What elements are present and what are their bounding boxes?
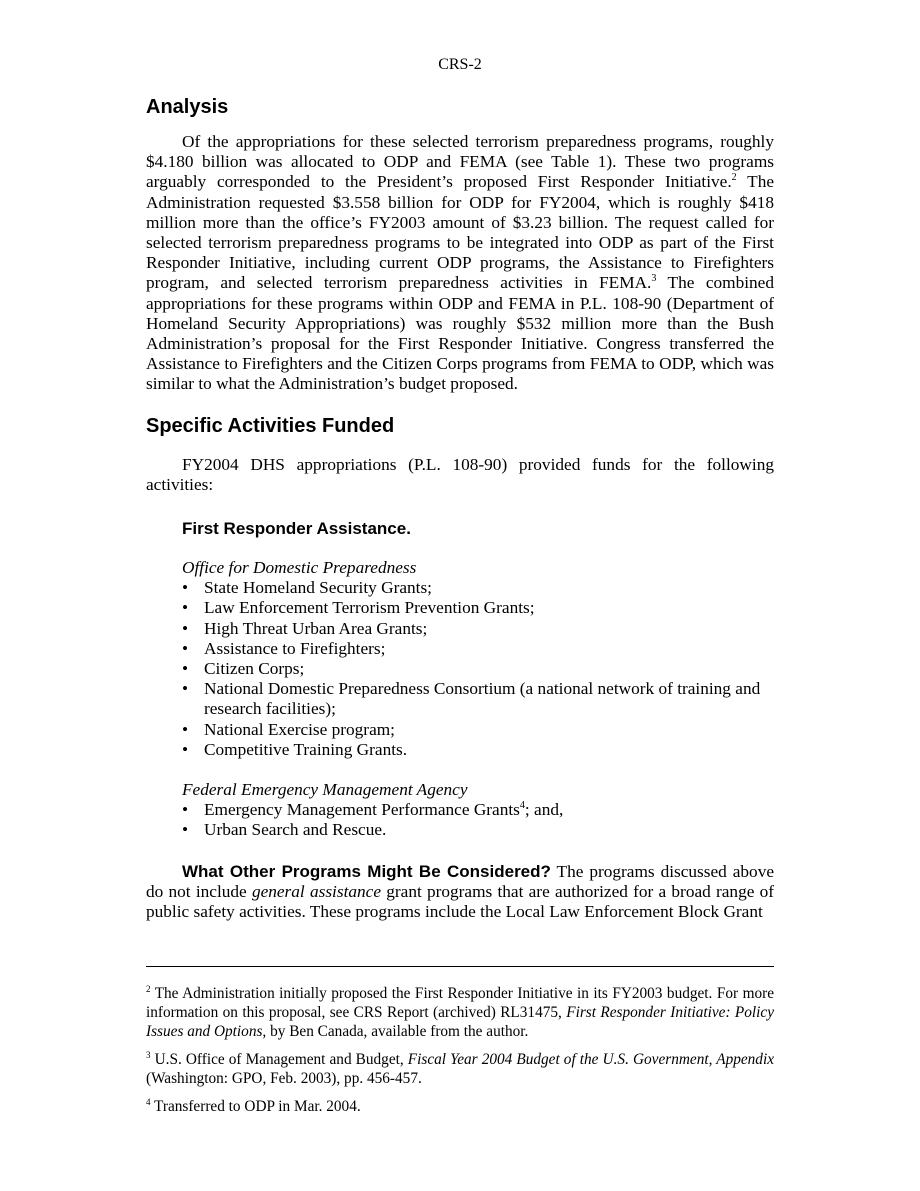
list-item: • Urban Search and Rescue. [182,820,774,840]
list-item: • State Homeland Security Grants; [182,578,774,598]
footnote-text: The Administration initially proposed the First Responder Initiative in its FY2003 budget. For more information on this proposal, see CRS Report (archived) RL31475, [146,985,774,1021]
activities-intro: FY2004 DHS appropriations (P.L. 108-90) provided funds for the following activities: [146,454,774,494]
footnote-italic: First Responder Initiative: Policy Issues and Options, [146,1004,775,1040]
fema-program-list [182,800,774,840]
activities-heading: Specific Activities Funded [146,414,395,437]
list-item: • Law Enforcement Terrorism Prevention Grants; [182,598,774,618]
other-programs-heading: What Other Programs Might Be Considered? [182,861,551,881]
other-text-italic: general assistance [251,881,382,901]
odp-program-list [182,578,774,760]
footnote-divider [146,966,774,967]
footnotes [146,984,774,1125]
list-item: • National Exercise program; [182,720,774,740]
page-header: CRS-2 [438,56,482,73]
analysis-heading: Analysis [146,96,229,118]
other-text-1: The programs discussed above do not include [146,861,775,901]
footnote-ref-2[interactable]: 2 [731,172,737,184]
list-item: • Assistance to Firefighters; [182,639,774,659]
footnote-text: Transferred to ODP in Mar. 2004. [150,1098,361,1115]
footnote-number: 2 [146,983,151,994]
analysis-text-2: The Administration requested $3.558 billion for ODP for FY2004, which is roughly $418 million more than the office’s FY2003 amount of $3.23 billion. The request called for selected terrorism preparedness programs to be integrated into ODP as part of the First Responder Initiative, including current ODP programs, the Assistance to Firefighters program, and selected terrorism preparedness activities in FEMA. [146,172,775,293]
footnote-ref-3[interactable]: 3 [651,273,657,285]
fema-agency-name: Federal Emergency Management Agency [182,780,468,800]
footnote-number: 3 [146,1049,151,1060]
first-responder-subheading: First Responder Assistance. [182,519,411,539]
other-text-2: grant programs that are authorized for a broad range of public safety activities. These programs include the Local Law Enforcement Block Grant [146,881,775,922]
footnote-text: U.S. Office of Management and Budget, [150,1051,408,1068]
footnote-text: (Washington: GPO, Feb. 2003), pp. 456-457. [146,1070,422,1087]
main-content [146,94,774,922]
list-item [182,800,774,820]
footnote-2 [146,984,774,1041]
list-item: • Citizen Corps; [182,659,774,679]
footnote-number: 4 [146,1096,151,1107]
footnote-italic: Fiscal Year 2004 Budget of the U.S. Government, Appendix [407,1051,774,1068]
footnote-ref-4[interactable]: 4 [519,800,525,812]
list-item: • National Domestic Preparedness Consortium (a national network of training and research facilities); [182,679,774,719]
list-item: • High Threat Urban Area Grants; [182,619,774,639]
analysis-paragraph [146,132,774,395]
other-programs-paragraph [146,862,774,923]
analysis-text-1: Of the appropriations for these selected terrorism preparedness programs, roughly $4.180 billion was allocated to ODP and FEMA (see Table 1). These two programs arguably corresponded to the President’s proposed First Responder Initiative. [146,132,774,192]
footnote-4 [146,1097,774,1116]
list-item-tail: ; and, [524,800,564,820]
odp-agency-name: Office for Domestic Preparedness [182,558,417,578]
list-item: • Competitive Training Grants. [182,740,774,760]
list-item-text: Emergency Management Performance Grants [204,800,520,820]
analysis-text-3: The combined appropriations for these programs within ODP and FEMA in P.L. 108-90 (Department of Homeland Security Appropriations) was roughly $532 million more than the Bush Administration’s proposal for the First Responder Initiative. Congress transferred the Assistance to Firefighters and the Citizen Corps programs from FEMA to ODP, which was similar to what the Administration’s budget proposed. [146,273,774,394]
footnote-3 [146,1050,774,1088]
footnote-text: by Ben Canada, available from the author. [266,1023,529,1040]
